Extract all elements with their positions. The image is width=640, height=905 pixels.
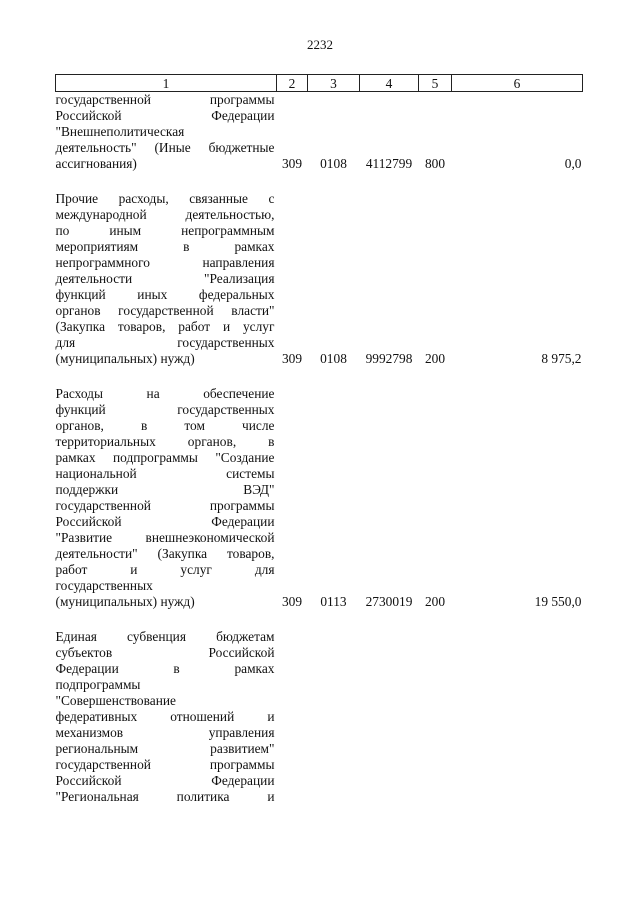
budget-table (55, 74, 583, 805)
section-code: 0108 (320, 351, 347, 366)
header-col-4: 4 (360, 75, 419, 92)
description-line: международной деятельностью, (55, 207, 275, 222)
description-line: рамках подпрограммы "Создание (55, 450, 275, 465)
table-header (56, 75, 583, 92)
expense-type-code: 200 (424, 594, 446, 609)
description-line: деятельности "Реализация (55, 271, 275, 286)
description-line: органов, в том числе (55, 418, 275, 433)
description-line: Российской Федерации (55, 514, 275, 529)
ministry-code: 309 (281, 594, 303, 609)
description-line: национальной системы (55, 466, 275, 481)
description-line: "Региональная политика и (55, 789, 275, 804)
description-line: мероприятиям в рамках (55, 239, 275, 254)
description-line: подпрограммы (55, 677, 141, 692)
table-row (56, 629, 583, 805)
description-line: деятельность" (Иные бюджетные (55, 140, 275, 155)
description-line: ассигнования) (55, 156, 137, 171)
description-line: деятельности" (Закупка товаров, (55, 546, 275, 561)
description-line: Единая субвенция бюджетам (55, 629, 275, 644)
section-code: 0108 (320, 156, 347, 171)
description-line: (Закупка товаров, работ и услуг (55, 319, 275, 334)
page-number: 2232 (307, 37, 333, 52)
description-line: Российской Федерации (55, 773, 275, 788)
description-line: для государственных (55, 335, 275, 350)
header-col-2: 2 (277, 75, 308, 92)
description-line: органов государственной власти" (55, 303, 275, 318)
row-spacer-cell (56, 610, 583, 629)
description-line: работ и услуг для (55, 562, 275, 577)
row-description (56, 629, 277, 805)
description-line: федеративных отношений и (55, 709, 275, 724)
description-line: государственных (55, 578, 153, 593)
description-line: функций государственных (55, 402, 275, 417)
header-col-6: 6 (452, 75, 583, 92)
header-row (56, 75, 583, 92)
target-code: 9992798 (365, 351, 413, 366)
expense-type-code (419, 629, 452, 805)
amount-value: 19 550,0 (534, 594, 582, 609)
table-row (56, 92, 583, 173)
description-line: государственной программы (55, 92, 275, 107)
description-line: Расходы на обеспечение (55, 386, 275, 401)
description-line: Российской Федерации (55, 108, 275, 123)
row-spacer-cell (56, 367, 583, 386)
header-col-1: 1 (56, 75, 277, 92)
section-code (308, 629, 360, 805)
description-line: государственной программы (55, 498, 275, 513)
table-row (56, 386, 583, 610)
description-line: по иным непрограммным (55, 223, 275, 238)
expense-type-code: 200 (424, 351, 446, 366)
description-line: региональным развитием" (55, 741, 275, 756)
target-code (360, 629, 419, 805)
description-line: механизмов управления (55, 725, 275, 740)
row-spacer (56, 367, 583, 386)
description-line: "Развитие внешнеэкономической (55, 530, 275, 545)
description-line: функций иных федеральных (55, 287, 275, 302)
description-line: "Совершенствование (55, 693, 176, 708)
ministry-code: 309 (281, 351, 303, 366)
row-description (56, 191, 277, 367)
description-line: территориальных органов, в (55, 434, 275, 449)
table-row (56, 191, 583, 367)
row-spacer (56, 172, 583, 191)
description-line: Прочие расходы, связанные с (55, 191, 275, 206)
description-line: государственной программы (55, 757, 275, 772)
row-description (56, 386, 277, 610)
row-spacer (56, 610, 583, 629)
amount-value: 8 975,2 (541, 351, 582, 366)
description-line: "Внешнеполитическая (55, 124, 185, 139)
ministry-code (277, 629, 308, 805)
amount-value: 0,0 (564, 156, 582, 171)
section-code: 0113 (320, 594, 347, 609)
target-code: 4112799 (365, 156, 413, 171)
description-line: (муниципальных) нужд) (55, 594, 195, 609)
amount-value (452, 629, 583, 805)
expense-type-code: 800 (424, 156, 446, 171)
description-line: непрограммного направления (55, 255, 275, 270)
row-description (56, 92, 277, 173)
header-col-5: 5 (419, 75, 452, 92)
ministry-code: 309 (281, 156, 303, 171)
target-code: 2730019 (365, 594, 413, 609)
description-line: Федерации в рамках (55, 661, 275, 676)
table-body (56, 92, 583, 806)
description-line: субъектов Российской (55, 645, 275, 660)
description-line: (муниципальных) нужд) (55, 351, 195, 366)
row-spacer-cell (56, 172, 583, 191)
header-col-3: 3 (308, 75, 360, 92)
description-line: поддержки ВЭД" (55, 482, 275, 497)
